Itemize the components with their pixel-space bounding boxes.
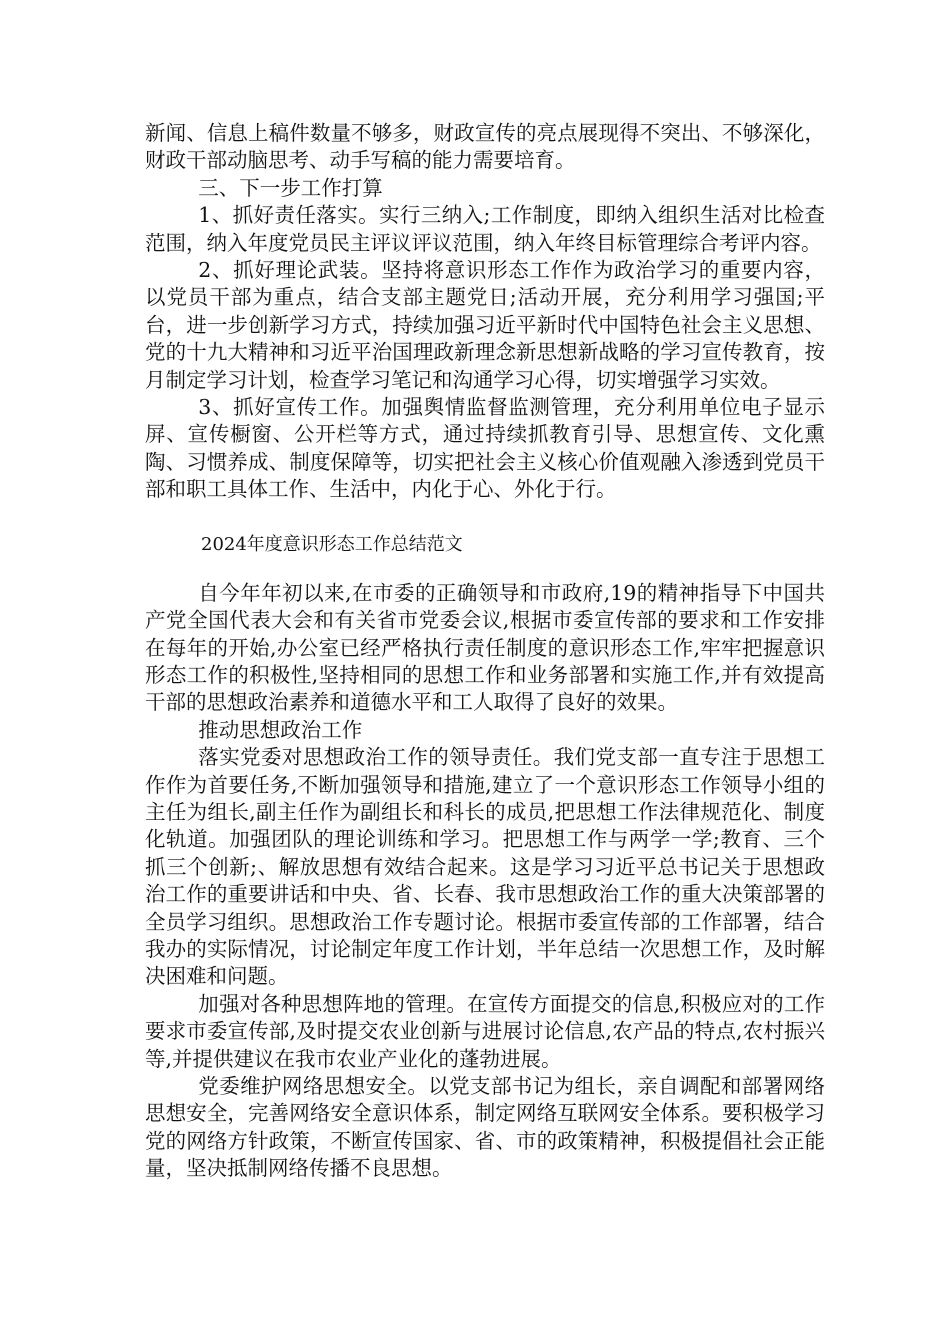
paragraph: 党委维护网络思想安全。以党支部书记为组长，亲自调配和部署网络思想安全，完善网络安全意识体系，制定网络互联网安全体系。要积极学习党的网络方针政策，不断宣传国家、省、市的政策精神，积极提倡社会正能量，坚决抵制网络传播不良思想。 <box>145 1074 825 1181</box>
spacer <box>145 504 825 531</box>
document-page <box>145 120 825 1183</box>
section-heading: 三、下一步工作打算 <box>198 175 383 200</box>
section-heading: 推动思想政治工作 <box>198 717 363 742</box>
paragraph: 2、抓好理论武装。坚持将意识形态工作作为政治学习的重要内容，以党员干部为重点，结合支部主题党日;活动开展，充分利用学习强国;平台，进一步创新学习方式，持续加强习近平新时代中国特色社会主义思想、党的十九大精神和习近平治国理政新理念新思想新战略的学习宣传教育，按月制定学习计划，检查学习笔记和沟通学习心得，切实增强学习实效。 <box>145 258 825 392</box>
paragraph: 3、抓好宣传工作。加强舆情监督监测管理，充分利用单位电子显示屏、宣传橱窗、公开栏等方式，通过持续抓教育引导、思想宣传、文化熏陶、习惯养成、制度保障等，切实把社会主义核心价值观融入渗透到党员干部和职工具体工作、生活中，内化于心、外化于行。 <box>145 395 825 502</box>
article-title: 2024年度意识形态工作总结范文 <box>201 533 463 555</box>
paragraph-continued: 新闻、信息上稿件数量不够多，财政宣传的亮点展现得不突出、不够深化，财政干部动脑思考、动手写稿的能力需要培育。 <box>145 121 825 173</box>
paragraph: 1、抓好责任落实。实行三纳入;工作制度，即纳入组织生活对比检查范围，纳入年度党员民主评议评议范围，纳入年终目标管理综合考评内容。 <box>145 203 825 255</box>
paragraph: 加强对各种思想阵地的管理。在宣传方面提交的信息,积极应对的工作要求市委宣传部,及时提交农业创新与进展讨论信息,农产品的特点,农村振兴等,并提供建议在我市农业产业化的蓬勃进展。 <box>145 991 825 1071</box>
paragraph: 自今年年初以来,在市委的正确领导和市政府,19的精神指导下中国共产党全国代表大会和有关省市党委会议,根据市委宣传部的要求和工作安排在每年的开始,办公室已经严格执行责任制度的意识形态工作,牢牢把握意识形态工作的积极性,坚持相同的思想工作和业务部署和实施工作,并有效提高干部的思想政治素养和道德水平和工人取得了良好的效果。 <box>145 580 825 715</box>
spacer <box>145 558 825 580</box>
paragraph: 落实党委对思想政治工作的领导责任。我们党支部一直专注于思想工作作为首要任务,不断加强领导和措施,建立了一个意识形态工作领导小组的主任为组长,副主任作为副组长和科长的成员,把思想工作法律规范化、制度化轨道。加强团队的理论训练和学习。把思想工作与两学一学;教育、三个抓三个创新;、解放思想有效结合起来。这是学习习近平总书记关于思想政治工作的重要讲话和中央、省、长春、我市思想政治工作的重大决策部署的全员学习组织。思想政治工作专题讨论。根据市委宣传部的工作部署，结合我办的实际情况，讨论制定年度工作计划，半年总结一次思想工作，及时解决困难和问题。 <box>145 745 825 989</box>
